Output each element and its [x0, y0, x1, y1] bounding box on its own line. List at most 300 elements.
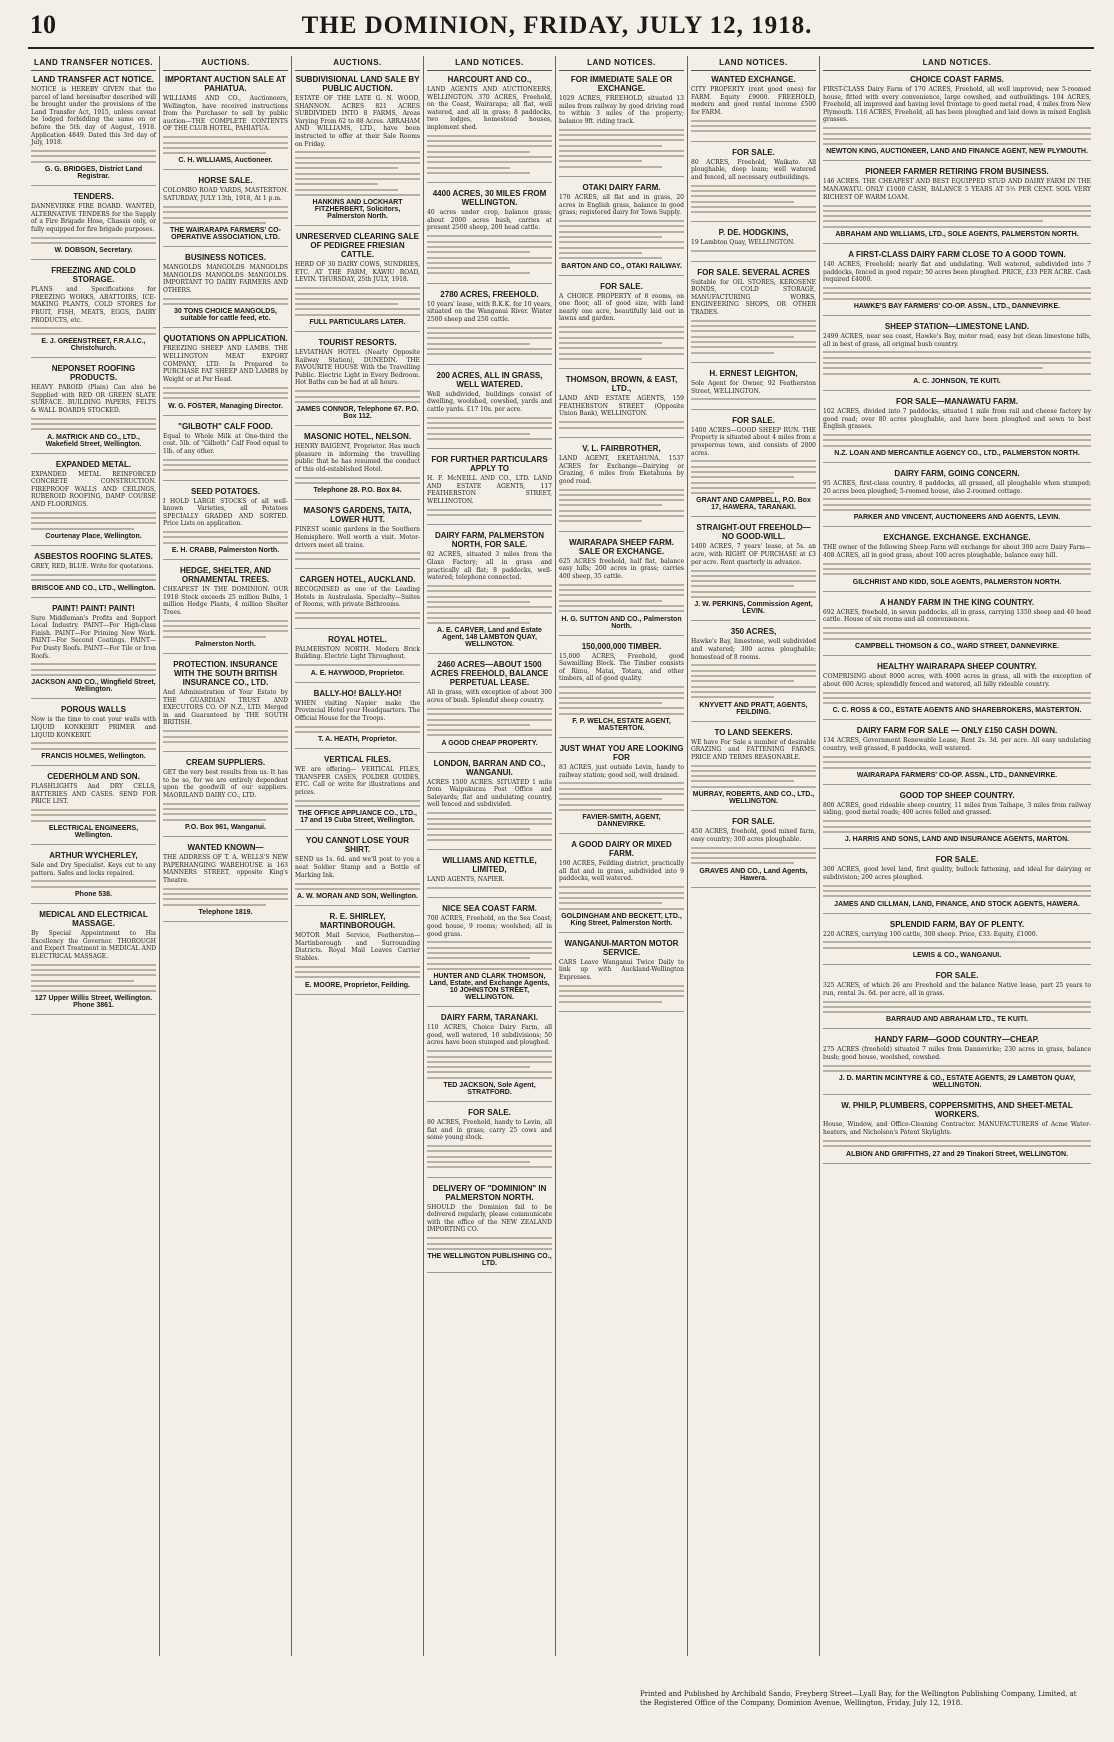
ad-body: 140 ACRES, Freehold; nearly flat and undulating. Well watered, subdivided into 7 paddocks, fenced in good repair; 50 acres been ploughed. PRICE, £33 PER ACRE. Cash required £4000. [823, 261, 1091, 284]
ad-fine-print [31, 327, 156, 334]
fine-print-line [427, 337, 552, 339]
advertisement [559, 282, 684, 370]
fine-print-line [427, 585, 552, 587]
fine-print-line [559, 610, 684, 612]
fine-print-line [31, 880, 156, 882]
fine-print-line [163, 630, 288, 632]
ad-body: 102 ACRES, divided into 7 paddocks, situated 1 mile from rail and cheese factory by good road; over 80 acres ploughable, and have been ploughed and sown to best English grasses. [823, 407, 1091, 431]
advertisement [295, 506, 420, 569]
ad-advertiser: CAMPBELL THOMSON & CO., WARD STREET, DANNEVIRKE. [854, 643, 1060, 651]
fine-print-line [295, 558, 420, 560]
ad-body: House, Window, and Office-Cleaning Contractor. MANUFACTURERS of Acme Water-heaters, and Nicholson's Patent Skylights. [823, 1121, 1091, 1137]
fine-print-line [163, 741, 288, 743]
ad-fine-print [163, 730, 288, 743]
ad-advertiser: BARRAUD AND ABRAHAM LTD., TE KUITI. [885, 1016, 1029, 1024]
advertisement [427, 189, 552, 283]
ad-body: 325 ACRES, of which 26 are Freehold and the balance Native lease, part 25 years to run, rental 3s. 6d. per acre, all in grass. [823, 982, 1091, 997]
ad-fine-print [427, 235, 552, 274]
fine-print-line [691, 770, 816, 772]
fine-print-line [823, 761, 1091, 763]
fine-print-line [163, 808, 288, 810]
fine-print-line [691, 482, 816, 484]
fine-print-line [691, 780, 794, 782]
fine-print-line [295, 162, 420, 164]
advertisement [163, 660, 288, 752]
ad-title: 2780 ACRES, FREEHOLD. [440, 289, 539, 299]
ad-body: A CHOICE PROPERTY of 8 rooms, on one floor, all of good size, with land nearly one acre, beautifully laid out in lawns and garden. [559, 292, 684, 323]
advertisement [691, 75, 816, 142]
advertisement [427, 1108, 552, 1178]
ad-advertiser: HAWKE'S BAY FARMERS' CO-OP. ASSN., LTD., DANNEVIRKE. [853, 302, 1061, 310]
column-heading: LAND NOTICES. [559, 56, 684, 71]
fine-print-line [691, 591, 816, 593]
fine-print-line [427, 1150, 552, 1152]
advertisement [295, 232, 420, 332]
fine-print-line [823, 292, 1091, 294]
ad-fine-print [823, 205, 1091, 228]
fine-print-line [823, 226, 1091, 228]
fine-print-line [559, 231, 684, 233]
ad-body: 800 ACRES, good rideable sheep country, 11 miles from Taihape, 3 miles from railway siding, good metal roads; 400 acres felled and grassed. [823, 801, 1091, 817]
fine-print-line [691, 125, 816, 127]
newspaper-title: THE DOMINION, FRIDAY, JULY 12, 1918. [301, 12, 813, 39]
fine-print-line [691, 775, 816, 777]
ad-advertiser: ABRAHAM AND WILLIAMS, LTD., SOLE AGENTS, PALMERSTON NORTH. [835, 231, 1079, 239]
fine-print-line [559, 134, 684, 136]
ad-advertiser: GOLDINGHAM AND BECKETT, LTD., King Street, Palmerston North. [561, 912, 682, 927]
fine-print-line [823, 498, 1091, 500]
fine-print-line [31, 517, 156, 519]
ad-fine-print [31, 418, 156, 431]
fine-print-line [691, 341, 816, 343]
fine-print-line [295, 976, 420, 978]
ad-body: CHEAPEST IN THE DOMINION. OUR 1918 Stock exceeds 25 million Bulbs, 1 million Hedge Plants, 4 million Shelter Trees. [163, 586, 288, 616]
fine-print-line [31, 820, 156, 822]
fine-print-line [823, 357, 1091, 359]
fine-print-line [823, 362, 1091, 364]
fine-print-line [163, 893, 288, 895]
ad-title: PIONEER FARMER RETIRING FROM BUSINESS. [865, 167, 1049, 177]
ad-title: WANTED EXCHANGE. [711, 75, 796, 84]
fine-print-line [295, 888, 420, 890]
ad-advertiser: N.Z. LOAN AND MERCANTILE AGENCY CO., LTD., PALMERSTON NORTH. [834, 449, 1080, 457]
ad-title: HEDGE, SHELTER, AND ORNAMENTAL TREES. [179, 566, 272, 585]
fine-print-line [427, 251, 530, 253]
fine-print-line [163, 459, 288, 461]
ad-body: WE have For Sale a number of desirable GRAZING and FATTENING FARMS. PRICE AND TERMS REASONABLE. [691, 738, 816, 761]
ad-body: LAND AND ESTATE AGENTS, 159 FEATHERSTON STREET (Opposite Union Bank), WELLINGTON. [559, 395, 684, 418]
ad-body: Sale and Dry Specialist. Keys cut to any pattern. Safes and locks repaired. [31, 861, 156, 877]
advertisement [691, 416, 816, 518]
column-c1 [28, 56, 160, 1656]
ad-fine-print [295, 151, 420, 195]
fine-print-line [427, 1248, 552, 1250]
fine-print-line [691, 596, 816, 598]
advertisement [31, 552, 156, 597]
fine-print-line [427, 514, 552, 516]
fine-print-line [295, 157, 420, 159]
fine-print-line [427, 151, 530, 153]
fine-print-line [691, 680, 794, 682]
fine-print-line [427, 839, 552, 841]
ad-body: HENRY BAIGENT, Proprietor. Has much pleasure in informing the travelling public that he has resumed the conduct of this old-established Hotel. [295, 443, 420, 473]
fine-print-line [163, 898, 288, 900]
fine-print-line [163, 211, 288, 213]
fine-print-line [691, 696, 774, 698]
advertisement [295, 75, 420, 226]
fine-print-line [559, 257, 662, 259]
ad-advertiser: W. DOBSON, Secretary. [54, 247, 133, 255]
ad-advertiser: A. E. CARVER, Land and Estate Agent, 148 LAMBTON QUAY, WELLINGTON. [437, 627, 542, 649]
ad-title: R. E. SHIRLEY, MARTINBOROUGH. [319, 912, 396, 931]
ad-fine-print [427, 941, 552, 969]
ad-title: NICE SEA COAST FARM. [442, 904, 537, 914]
ad-advertiser: J. HARRIS AND SONS, LAND AND INSURANCE AGENTS, MARTON. [844, 836, 1070, 844]
ad-title: FOR SALE. [732, 147, 775, 157]
ad-fine-print [559, 326, 684, 360]
fine-print-line [691, 765, 816, 767]
fine-print-line [559, 326, 684, 328]
ad-fine-print [295, 966, 420, 979]
fine-print-line [559, 353, 684, 355]
fine-print-line [691, 570, 816, 572]
ad-title: WILLIAMS AND KETTLE, LIMITED, [442, 856, 537, 875]
advertisement [691, 148, 816, 223]
fine-print-line [163, 298, 288, 300]
ad-advertiser: JAMES AND CILLMAN, LAND, FINANCE, AND STOCK AGENTS, HAWERA. [834, 900, 1080, 908]
fine-print-line [427, 1077, 552, 1079]
fine-print-line [31, 333, 156, 335]
ad-body: I HOLD LARGE STOCKS of all well-known Varieties, all Potatoes SPECIALLY GRADED AND SORTED. Price Lists on application. [163, 497, 288, 528]
fine-print-line [31, 528, 134, 530]
ad-advertiser: GILCHRIST AND KIDD, SOLE AGENTS, PALMERSTON NORTH. [852, 578, 1062, 586]
advertisement [823, 322, 1091, 391]
ad-advertiser: 127 Upper Willis Street, Wellington. Phone 3861. [34, 995, 153, 1010]
ad-body: WHEN visiting Napier make the Provincial Hotel your Headquarters. The Official House for the Troops. [295, 699, 420, 722]
fine-print-line [691, 471, 816, 473]
ad-fine-print [31, 237, 156, 244]
ad-title: P. DE. HODGKINS, [718, 228, 789, 238]
column-c3 [292, 56, 424, 1656]
fine-print-line [295, 396, 420, 398]
advertisement [163, 758, 288, 837]
fine-print-line [559, 489, 684, 491]
fine-print-line [691, 206, 816, 208]
fine-print-line [427, 713, 552, 715]
fine-print-line [427, 1066, 530, 1068]
advertisement [691, 728, 816, 812]
ad-body: 10 years' lease, with R.K.K. for 10 years, situated on the Wanganui River. Winter 2500 sheep and 250 cattle. [427, 300, 552, 323]
fine-print-line [163, 469, 288, 471]
ad-body: 92 ACRES, situated 3 miles from the Glaxo Factory; all in grass and practically all flat; 8 paddocks, well-watered; telephone connected. [427, 551, 552, 582]
ad-fine-print [823, 885, 1091, 898]
ad-title: SEED POTATOES. [191, 486, 260, 496]
ad-fine-print [823, 351, 1091, 374]
ad-fine-print [691, 398, 816, 400]
fine-print-line [823, 1070, 1091, 1072]
column-c2 [160, 56, 292, 1656]
fine-print-line [427, 724, 530, 726]
ad-title: LONDON, BARRAN AND CO., WANGANUI. [433, 758, 546, 777]
ad-advertiser: H. G. SUTTON AND CO., Palmerston North. [561, 615, 682, 630]
ad-fine-print [31, 574, 156, 581]
ad-fine-print [559, 886, 684, 909]
advertisement [691, 369, 816, 410]
fine-print-line [427, 1061, 552, 1063]
ad-advertiser: TED JACKSON, Sole Agent, STRATFORD. [443, 1082, 536, 1097]
ad-fine-print [691, 765, 816, 788]
advertisement [823, 469, 1091, 527]
fine-print-line [427, 267, 510, 269]
ad-advertiser: MURRAY, ROBERTS, AND CO., LTD., WELLINGTON. [692, 791, 815, 806]
fine-print-line [31, 964, 156, 966]
ad-title: FOR FURTHER PARTICULARS APPLY TO [431, 455, 548, 474]
fine-print-line [163, 813, 288, 815]
ad-title: LAND TRANSFER ACT NOTICE. [32, 75, 155, 84]
fine-print-line [163, 620, 288, 622]
column-c6 [688, 56, 820, 1656]
fine-print-line [823, 820, 1091, 822]
fine-print-line [823, 1140, 1091, 1142]
ad-advertiser: LEWIS & CO., WANGANUI. [912, 952, 1002, 960]
ad-body: MANGOLDS MANGOLDS MANGOLDS MANGOLDS MANGOLDS MANGOLDS. IMPORTANT TO DAIRY FARMERS AND OTHERS. [163, 264, 288, 294]
fine-print-line [559, 145, 662, 147]
fine-print-line [559, 897, 684, 899]
ad-title: CEDERHOLM AND SON. [47, 771, 140, 781]
ad-title: H. ERNEST LEIGHTON, [709, 368, 798, 378]
ad-title: 150,000,000 TIMBER. [581, 641, 662, 651]
page-number: 10 [30, 10, 56, 39]
advertisement [163, 334, 288, 415]
ad-title: WAIRARAPA SHEEP FARM. SALE OR EXCHANGE. [569, 537, 674, 556]
fine-print-line [427, 348, 552, 350]
fine-print-line [427, 947, 552, 949]
ad-title: HEALTHY WAIRARAPA SHEEP COUNTRY. [877, 662, 1037, 672]
fine-print-line [163, 636, 266, 638]
ad-body: PLANS and Specifications for FREEZING WORKS, ABATTOIRS, ICE-MAKING PLANTS, COLD STORES for FRUIT, FISH, MEATS, EGGS, DAIRY PRODUCTS, etc. [31, 286, 156, 324]
advertisement [31, 266, 156, 358]
ad-title: PAINT! PAINT! PAINT! [52, 603, 135, 613]
fine-print-line [163, 625, 288, 627]
ad-title: FOR IMMEDIATE SALE OR EXCHANGE. [570, 75, 673, 93]
ad-advertiser: A. E. HAYWOOD, Proprietor. [310, 669, 405, 677]
advertisement [427, 904, 552, 1007]
ad-fine-print [295, 477, 420, 484]
advertisement [823, 1035, 1091, 1095]
fine-print-line [163, 136, 288, 138]
fine-print-line [691, 325, 816, 327]
fine-print-line [691, 847, 816, 849]
advertisement [163, 487, 288, 561]
ad-fine-print [691, 320, 816, 354]
ad-title: "GILBOTH" CALF FOOD. [178, 421, 273, 431]
fine-print-line [163, 736, 288, 738]
fine-print-line [163, 152, 266, 154]
ad-fine-print [823, 627, 1091, 640]
fine-print-line [559, 421, 684, 423]
ad-title: TOURIST RESORTS. [318, 337, 397, 347]
fine-print-line [823, 573, 1091, 575]
column-c5 [556, 56, 688, 1656]
fine-print-line [427, 509, 552, 511]
fine-print-line [427, 417, 552, 419]
ad-advertiser: BRISCOE AND CO., LTD., Wellington. [31, 584, 156, 592]
ad-title: MASON'S GARDENS, TAITA, LOWER HUTT. [303, 506, 412, 525]
fine-print-line [427, 823, 552, 825]
ad-body: Well subdivided, buildings consist of dwelling, woolshed, cowshed, yards and cattle yards. £17 10s. per acre. [427, 390, 552, 413]
ad-title: QUOTATIONS ON APPLICATION. [163, 334, 288, 344]
fine-print-line [691, 190, 816, 192]
fine-print-line [295, 800, 420, 802]
ad-title: ROYAL HOTEL. [328, 634, 387, 644]
ad-body: 700 ACRES, Freehold, on the Sea Coast; good house, 9 rooms; woolshed; all in good grass. [427, 915, 552, 938]
fine-print-line [559, 347, 684, 349]
fine-print-line [559, 589, 684, 591]
fine-print-line [163, 888, 288, 890]
fine-print-line [823, 702, 1091, 704]
fine-print-line [559, 515, 684, 517]
fine-print-line [163, 397, 288, 399]
ad-body: LEVIATHAN HOTEL (Nearly Opposite Railway Station), DUNEDIN. THE FAVOURITE HOUSE With the Travelling Public. Electric Light in Every Bedroom. Hot Baths can be had at all hours. [295, 348, 420, 387]
fine-print-line [823, 298, 1091, 300]
ad-advertiser: FAVIER-SMITH, AGENT, DANNEVIRKE. [582, 814, 661, 829]
ad-fine-print [163, 620, 288, 638]
fine-print-line [691, 786, 816, 788]
advertisement [823, 662, 1091, 720]
ad-fine-print [559, 985, 684, 1003]
fine-print-line [823, 287, 1091, 289]
ad-advertiser: ELECTRICAL ENGINEERS, Wellington. [48, 824, 139, 839]
advertisement [295, 912, 420, 995]
fine-print-line [823, 947, 1091, 949]
ad-fine-print [163, 136, 288, 154]
ad-title: PROTECTION. INSURANCE WITH THE SOUTH BRITISH INSURANCE CO., LTD. [173, 659, 278, 687]
fine-print-line [427, 887, 552, 889]
fine-print-line [427, 135, 552, 137]
fine-print-line [31, 969, 156, 971]
ad-body: 692 ACRES, freehold, in seven paddocks, all in grass, carrying 1350 sheep and 40 head cattle. House of six rooms and all conveniences. [823, 608, 1091, 624]
fine-print-line [823, 895, 1091, 897]
column-heading: AUCTIONS. [163, 56, 288, 71]
ad-advertiser: Telephone 1819. [198, 908, 253, 916]
ad-body: THE owner of the following Sheep Farm will exchange for about 300 acre Dairy Farm— 408 ACRES, all in good grass, about 100 acres ploughable, balance easy hill. [823, 544, 1091, 559]
fine-print-line [559, 702, 662, 704]
fine-print-line [295, 482, 420, 484]
fine-print-line [823, 885, 1091, 887]
ad-body: Hawke's Bay, limestone, well subdivided and watered; 300 acres ploughable; homestead of 8 rooms. [691, 638, 816, 661]
fine-print-line [559, 342, 662, 344]
ad-title: MASONIC HOTEL, NELSON. [303, 432, 412, 442]
fine-print-line [559, 520, 642, 522]
ad-title: 2460 ACRES—ABOUT 1500 ACRES FREEHOLD, BALANCE PERPETUAL LEASE. [430, 660, 549, 688]
ad-title: ASBESTOS ROOFING SLATES. [34, 552, 153, 562]
fine-print-line [823, 638, 1091, 640]
advertisement [31, 772, 156, 845]
ad-fine-print [427, 887, 552, 889]
ad-fine-print [823, 434, 1091, 447]
fine-print-line [163, 142, 288, 144]
ad-body: HERD OF 30 DAIRY COWS, SUNDRIES, ETC. AT THE FARM, KAWIU ROAD, LEVIN. THURSDAY, 25th JULY, 1918. [295, 261, 420, 284]
fine-print-line [295, 390, 420, 392]
fine-print-line [295, 805, 420, 807]
fine-print-line [559, 220, 684, 222]
advertisement [427, 371, 552, 450]
ad-fine-print [427, 1237, 552, 1250]
ad-advertiser: HUNTER AND CLARK THOMSON, Land, Estate, and Exchange Agents, 10 JOHNSTON STREET, WELLINGTON. [429, 973, 550, 1002]
ad-fine-print [427, 708, 552, 736]
fine-print-line [427, 622, 530, 624]
ad-body: FINEST scenic gardens in the Southern Hemisphere. Well worth a visit. Motor-drivers meet all trains. [295, 526, 420, 549]
fine-print-line [163, 303, 288, 305]
ad-body: SEND us 1s. 6d. and we'll post to you a neat Soldier Stamp and a Bottle of Marking Ink. [295, 856, 420, 879]
fine-print-line [559, 129, 684, 131]
ad-fine-print [823, 692, 1091, 705]
ad-advertiser: HANKINS AND LOCKHART FITZHERBERT, Solicitors, Palmerston North. [312, 199, 403, 221]
fine-print-line [823, 215, 1091, 217]
fine-print-line [163, 392, 288, 394]
ad-fine-print [559, 584, 684, 612]
ad-body: FLASHLIGHTS And DRY CELLS, BATTERIES AND CASES. SEND FOR PRICE LIST. [31, 782, 156, 806]
advertisement [427, 759, 552, 850]
ad-title: FOR SALE. [935, 971, 979, 981]
fine-print-line [163, 819, 266, 821]
ad-advertiser: BARTON AND CO., OTAKI RAILWAY. [561, 262, 682, 270]
fine-print-line [295, 731, 420, 733]
ad-body: EXPANDED METAL REINFORCED CONCRETE CONSTRUCTION. FIREPROOF WALLS AND CEILINGS, RUBEROID ROOFING, DAMP COURSE AND FLOORINGS. [31, 470, 156, 508]
ad-title: OTAKI DAIRY FARM. [582, 183, 661, 193]
advertisement [559, 375, 684, 438]
fine-print-line [691, 120, 816, 122]
fine-print-line [427, 246, 552, 248]
fine-print-line [427, 262, 552, 264]
ad-title: FOR SALE. [732, 415, 775, 425]
fine-print-line [427, 834, 552, 836]
fine-print-line [691, 460, 816, 462]
ad-title: A GOOD DAIRY OR MIXED FARM. [571, 840, 672, 859]
ad-title: V. L. FAIRBROTHER, [582, 443, 661, 453]
ad-fine-print [295, 612, 420, 619]
fine-print-line [559, 985, 684, 987]
fine-print-line [559, 600, 662, 602]
ad-fine-print [31, 663, 156, 676]
fine-print-line [295, 726, 420, 728]
fine-print-line [295, 151, 420, 153]
ad-fine-print [823, 1140, 1091, 1147]
ad-title: DAIRY FARM, PALMERSTON NORTH, FOR SALE. [434, 531, 545, 550]
advertisement [559, 840, 684, 933]
ad-advertiser: 30 TONS CHOICE MANGOLDS, suitable for cattle feed, etc. [174, 308, 277, 323]
ad-fine-print [31, 512, 156, 530]
advertisement [295, 432, 420, 500]
ad-fine-print [163, 531, 288, 544]
fine-print-line [163, 730, 288, 732]
fine-print-line [559, 697, 684, 699]
ad-title: FOR SALE. SEVERAL ACRES [697, 267, 810, 277]
fine-print-line [559, 605, 684, 607]
fine-print-line [163, 542, 288, 544]
fine-print-line [31, 974, 156, 976]
ad-advertiser: A GOOD CHEAP PROPERTY. [441, 739, 538, 747]
ad-body: By Special Appointment to His Excellency the Governor. THOROUGH and Expert Treatment in MEDICAL AND ELECTRICAL MASSAGE. [31, 930, 156, 960]
ad-fine-print [427, 135, 552, 174]
column-c7 [820, 56, 1094, 1656]
fine-print-line [427, 606, 552, 608]
fine-print-line [559, 886, 684, 888]
fine-print-line [427, 235, 552, 237]
ad-fine-print [691, 847, 816, 865]
fine-print-line [823, 627, 1091, 629]
ad-fine-print [427, 812, 552, 840]
